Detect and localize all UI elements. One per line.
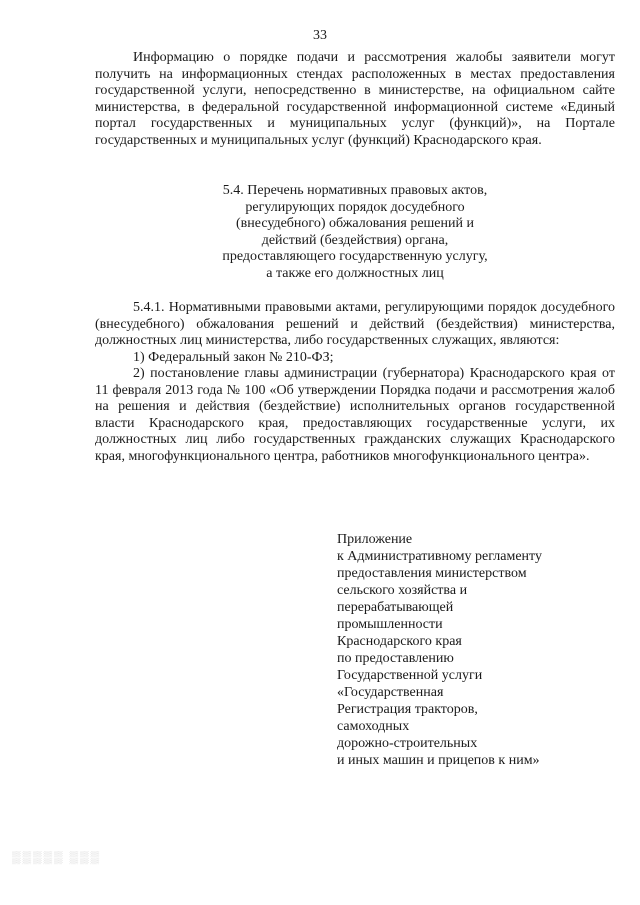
paragraph-5-4-1: 5.4.1. Нормативными правовыми актами, регулирующими порядок досудебного (внесудебного) обжалования решений и действий (бездействия) министерства, должностных лиц министерства, либо государственных служащих, являются: <box>95 300 615 348</box>
appendix-line: перерабатывающей <box>337 600 454 615</box>
heading-line: предоставляющего государственную услугу, <box>222 249 488 264</box>
appendix-line: к Административному регламенту <box>337 549 542 564</box>
appendix-line: Краснодарского края <box>337 634 462 649</box>
appendix-line: самоходных <box>337 719 410 734</box>
list-item: 2) постановление главы администрации (губернатора) Краснодарского края от 11 февраля 2013 года № 100 «Об утверждении Порядка подачи и рассмотрения жалоб на решения и действия (бездействие) исполнительных органов государственной власти Краснодарского края, предоставляющих государственные услуги, их должностных лиц либо государственных гражданских служащих Краснодарского края, многофункционального центра, работников многофункционального центра». <box>95 366 615 464</box>
heading-line: действий (бездействия) органа, <box>261 232 449 248</box>
section-heading <box>95 183 615 282</box>
page-number: 33 <box>313 28 327 43</box>
paragraph-text: Информацию о порядке подачи и рассмотрения жалобы заявители могут получить на информационных стендах расположенных в местах предоставления государственной услуги, непосредственно в министерстве, на официальном сайте министерства, в федеральной государственной информационной системе «Единый портал государственных и муниципальных услуг (функций)», на Портале государственных и муниципальных услуг (функций) Краснодарского края. <box>95 50 615 148</box>
appendix-line: дорожно-строительных <box>337 736 478 751</box>
appendix-line: Государственной услуги <box>337 668 483 683</box>
appendix-line: и иных машин и прицепов к ним» <box>337 753 540 768</box>
list-item: 1) Федеральный закон № 210-ФЗ; <box>133 349 334 365</box>
appendix-line: Регистрация тракторов, <box>337 702 478 717</box>
appendix-line: Приложение <box>337 532 413 547</box>
appendix-line: промышленности <box>337 617 443 632</box>
heading-line: регулирующих порядок досудебного <box>245 199 465 215</box>
appendix-block <box>337 531 607 769</box>
heading-line: а также его должностных лиц <box>266 265 444 281</box>
heading-line: 5.4. Перечень нормативных правовых актов, <box>222 183 488 198</box>
heading-line: (внесудебного) обжалования решений и <box>236 216 474 231</box>
appendix-line: сельского хозяйства и <box>337 583 468 598</box>
section-5-4-1 <box>95 300 615 465</box>
appendix-line: предоставления министерством <box>337 566 527 581</box>
appendix-line: «Государственная <box>337 685 444 700</box>
paragraph-complaint-info <box>95 50 615 149</box>
appendix-line: по предоставлению <box>337 651 454 666</box>
scan-artifact: ▒▒▒▒▒ ▒▒▒ <box>12 850 102 864</box>
